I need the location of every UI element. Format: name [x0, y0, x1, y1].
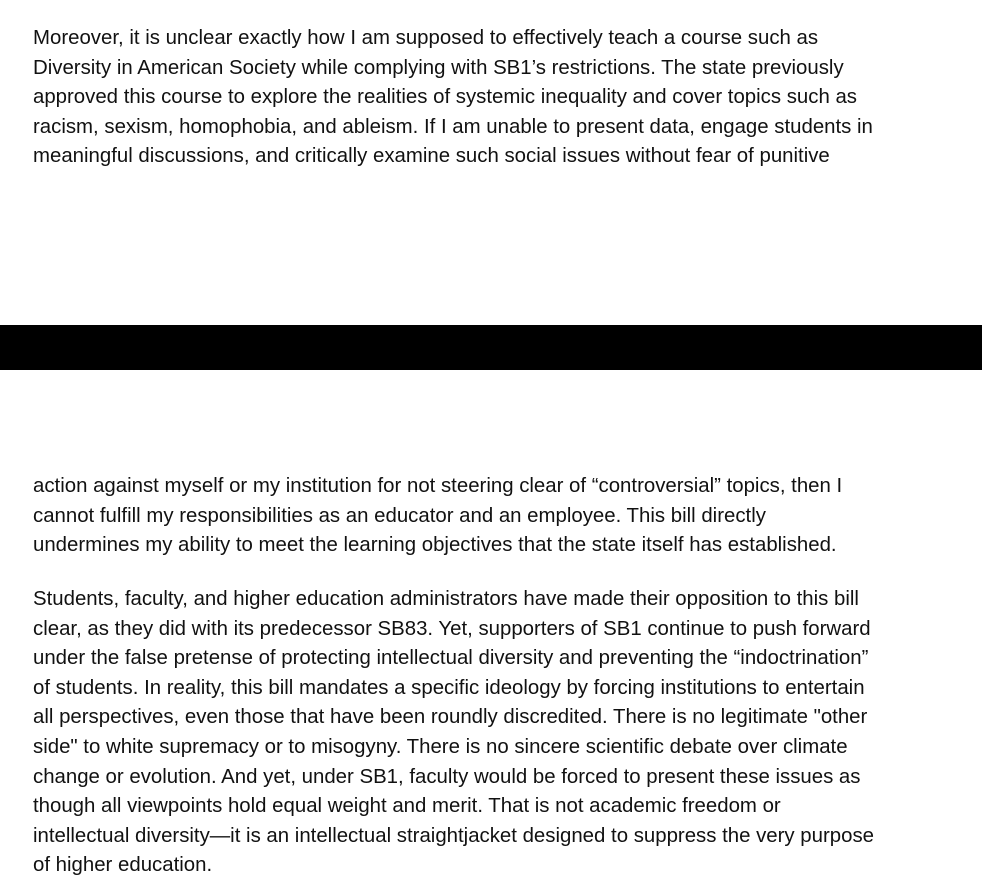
text-line: approved this course to explore the realities of systemic inequality and cover topics such as	[33, 86, 857, 109]
document-page-top	[0, 0, 982, 325]
text-line: intellectual diversity—it is an intellectual straightjacket designed to suppress the very purpose	[33, 824, 874, 847]
text-line: meaningful discussions, and critically examine such social issues without fear of punitive	[33, 145, 830, 168]
text-line: racism, sexism, homophobia, and ableism. If I am unable to present data, engage students in	[33, 115, 873, 138]
text-line: action against myself or my institution for not steering clear of “controversial” topics, then I	[33, 475, 843, 497]
text-line: all perspectives, even those that have been roundly discredited. There is no legitimate "other	[33, 706, 868, 729]
paragraph-2	[33, 585, 968, 881]
text-line: side" to white supremacy or to misogyny. There is no sincere scientific debate over climate	[33, 735, 848, 758]
text-line: Moreover, it is unclear exactly how I am supposed to effectively teach a course such as	[33, 27, 819, 49]
paragraph-1-continued	[33, 472, 968, 561]
text-line: of higher education.	[33, 854, 213, 877]
text-line: Diversity in American Society while complying with SB1’s restrictions. The state previously	[33, 56, 844, 79]
text-line: change or evolution. And yet, under SB1, faculty would be forced to present these issues as	[33, 765, 861, 788]
text-line: undermines my ability to meet the learning objectives that the state itself has established.	[33, 534, 837, 557]
text-line: cannot fulfill my responsibilities as an educator and an employee. This bill directly	[33, 504, 766, 527]
text-line: clear, as they did with its predecessor SB83. Yet, supporters of SB1 continue to push forward	[33, 617, 871, 640]
text-line: of students. In reality, this bill mandates a specific ideology by forcing institutions to entertain	[33, 676, 865, 699]
paragraph-1	[33, 24, 968, 172]
text-line: though all viewpoints hold equal weight and merit. That is not academic freedom or	[33, 795, 781, 818]
text-line: under the false pretense of protecting intellectual diversity and preventing the “indoctrination”	[33, 647, 869, 670]
page-break-divider	[0, 325, 982, 370]
text-line: Students, faculty, and higher education administrators have made their opposition to this bill	[33, 588, 859, 610]
